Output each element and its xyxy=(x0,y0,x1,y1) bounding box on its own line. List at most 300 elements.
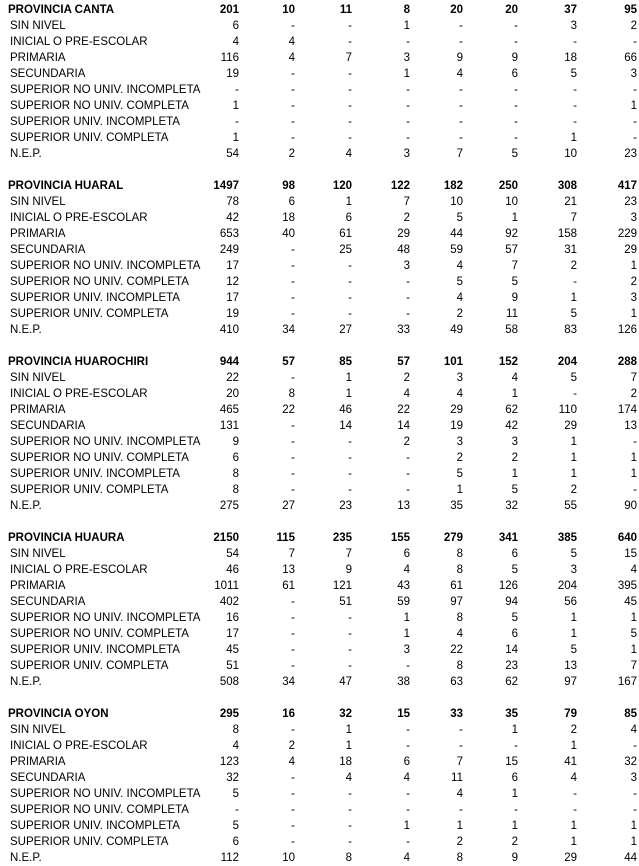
value-cell: 1 xyxy=(345,388,352,400)
value-cell: 44 xyxy=(624,852,637,864)
value-cell: 18 xyxy=(282,212,295,224)
value-cell: - xyxy=(348,36,352,48)
value-cell: - xyxy=(406,724,410,736)
education-level-label: SUPERIOR UNIV. COMPLETA xyxy=(10,308,169,320)
value-cell: - xyxy=(514,116,518,128)
value-cell: 1 xyxy=(630,820,637,832)
value-cell: - xyxy=(348,820,352,832)
education-level-row xyxy=(0,402,637,418)
education-level-row xyxy=(0,450,637,466)
value-cell: 1 xyxy=(511,724,518,736)
education-level-row xyxy=(0,274,637,290)
value-cell: 23 xyxy=(624,196,637,208)
value-cell: - xyxy=(291,84,295,96)
value-cell: - xyxy=(514,36,518,48)
value-cell: - xyxy=(406,308,410,320)
value-cell: 18 xyxy=(564,52,577,64)
value-cell: 4 xyxy=(345,148,352,160)
value-cell: - xyxy=(291,628,295,640)
value-cell: 5 xyxy=(232,820,239,832)
value-cell: 51 xyxy=(339,596,352,608)
education-level-label: SUPERIOR UNIV. INCOMPLETA xyxy=(10,292,180,304)
value-cell: - xyxy=(291,596,295,608)
value-cell: 1 xyxy=(570,820,577,832)
value-cell: 6 xyxy=(511,68,518,80)
value-cell: 34 xyxy=(282,676,295,688)
value-cell: 29 xyxy=(450,404,463,416)
value-cell: - xyxy=(406,836,410,848)
value-cell: - xyxy=(459,132,463,144)
value-cell: 8 xyxy=(456,548,463,560)
education-level-row xyxy=(0,130,637,146)
value-cell: - xyxy=(291,68,295,80)
value-cell: 2 xyxy=(511,452,518,464)
province-header-row xyxy=(0,2,637,18)
education-level-label: SUPERIOR NO UNIV. COMPLETA xyxy=(10,804,189,816)
value-cell: 11 xyxy=(506,308,518,320)
value-cell: 10 xyxy=(282,852,295,864)
value-cell: 3 xyxy=(456,436,463,448)
value-cell: 27 xyxy=(282,500,295,512)
value-cell: 61 xyxy=(282,580,295,592)
value-cell: - xyxy=(573,84,577,96)
value-cell: 29 xyxy=(564,852,577,864)
value-cell: 2 xyxy=(403,436,410,448)
value-cell: - xyxy=(291,292,295,304)
education-level-label: SUPERIOR NO UNIV. INCOMPLETA xyxy=(10,612,201,624)
value-cell: 4 xyxy=(288,36,295,48)
value-cell: 8 xyxy=(288,388,295,400)
value-cell: 5 xyxy=(456,468,463,480)
value-cell: 1 xyxy=(345,372,352,384)
value-cell: 7 xyxy=(456,148,463,160)
education-level-row xyxy=(0,290,637,306)
value-cell: 7 xyxy=(456,756,463,768)
education-level-row xyxy=(0,114,637,130)
value-cell: - xyxy=(406,804,410,816)
education-level-label: PRIMARIA xyxy=(10,228,66,240)
value-cell: - xyxy=(291,20,295,32)
province-total-cell: 32 xyxy=(339,708,352,720)
education-level-row xyxy=(0,562,637,578)
value-cell: 22 xyxy=(397,404,410,416)
value-cell: 1 xyxy=(456,484,463,496)
value-cell: - xyxy=(291,468,295,480)
education-level-row xyxy=(0,82,637,98)
value-cell: 29 xyxy=(564,420,577,432)
value-cell: - xyxy=(573,100,577,112)
education-level-row xyxy=(0,594,637,610)
value-cell: 1 xyxy=(630,468,637,480)
education-level-label: SIN NIVEL xyxy=(10,20,66,32)
value-cell: 21 xyxy=(564,196,577,208)
value-cell: 9 xyxy=(511,52,518,64)
value-cell: 4 xyxy=(345,772,352,784)
province-total-cell: 288 xyxy=(617,356,637,368)
education-level-label: SUPERIOR NO UNIV. INCOMPLETA xyxy=(10,84,201,96)
value-cell: - xyxy=(514,84,518,96)
value-cell: 97 xyxy=(450,596,463,608)
value-cell: - xyxy=(406,100,410,112)
value-cell: 32 xyxy=(226,772,239,784)
value-cell: 5 xyxy=(511,148,518,160)
value-cell: 4 xyxy=(570,772,577,784)
education-level-row xyxy=(0,738,637,754)
value-cell: 23 xyxy=(624,148,637,160)
province-total-cell: 101 xyxy=(443,356,463,368)
value-cell: 5 xyxy=(511,612,518,624)
education-level-row xyxy=(0,466,637,482)
value-cell: - xyxy=(573,788,577,800)
province-total-cell: 20 xyxy=(505,4,518,16)
value-cell: 20 xyxy=(226,388,239,400)
value-cell: 1 xyxy=(570,452,577,464)
value-cell: 4 xyxy=(403,388,410,400)
value-cell: 116 xyxy=(220,52,239,64)
value-cell: 1 xyxy=(630,308,637,320)
education-level-row xyxy=(0,322,637,338)
value-cell: - xyxy=(406,468,410,480)
province-total-cell: 341 xyxy=(498,532,518,544)
value-cell: 12 xyxy=(226,276,239,288)
value-cell: 2 xyxy=(456,836,463,848)
province-total-cell: 308 xyxy=(557,180,577,192)
value-cell: 62 xyxy=(505,404,518,416)
province-total-cell: 10 xyxy=(282,4,295,16)
province-header-row xyxy=(0,706,637,722)
value-cell: 17 xyxy=(226,628,239,640)
education-level-row xyxy=(0,146,637,162)
value-cell: - xyxy=(459,100,463,112)
education-level-row xyxy=(0,434,637,450)
value-cell: 6 xyxy=(403,548,410,560)
value-cell: - xyxy=(291,484,295,496)
value-cell: 78 xyxy=(226,196,239,208)
education-level-row xyxy=(0,66,637,82)
value-cell: 3 xyxy=(570,564,577,576)
value-cell: 167 xyxy=(617,676,637,688)
province-total-cell: 16 xyxy=(282,708,295,720)
value-cell: 5 xyxy=(570,308,577,320)
value-cell: 1 xyxy=(232,100,239,112)
value-cell: 3 xyxy=(456,372,463,384)
province-total-cell: 204 xyxy=(557,356,577,368)
value-cell: - xyxy=(348,628,352,640)
value-cell: 7 xyxy=(345,52,352,64)
value-cell: 1 xyxy=(630,836,637,848)
education-level-label: PRIMARIA xyxy=(10,580,66,592)
education-level-row xyxy=(0,386,637,402)
value-cell: 121 xyxy=(332,580,352,592)
education-level-row xyxy=(0,610,637,626)
value-cell: 2 xyxy=(630,276,637,288)
value-cell: - xyxy=(348,612,352,624)
education-level-label: SUPERIOR NO UNIV. COMPLETA xyxy=(10,276,189,288)
province-table xyxy=(0,530,637,690)
value-cell: 1 xyxy=(511,388,518,400)
value-cell: - xyxy=(348,452,352,464)
value-cell: 4 xyxy=(456,68,463,80)
value-cell: - xyxy=(291,660,295,672)
value-cell: - xyxy=(348,804,352,816)
value-cell: 1 xyxy=(403,68,410,80)
value-cell: 5 xyxy=(570,372,577,384)
province-total-cell: 2150 xyxy=(213,532,239,544)
value-cell: - xyxy=(291,820,295,832)
value-cell: 2 xyxy=(630,20,637,32)
value-cell: 66 xyxy=(624,52,637,64)
education-level-label: PRIMARIA xyxy=(10,404,66,416)
province-total-cell: 95 xyxy=(624,4,637,16)
value-cell: 40 xyxy=(282,228,295,240)
value-cell: - xyxy=(406,660,410,672)
value-cell: 38 xyxy=(397,676,410,688)
education-level-label: SUPERIOR UNIV. COMPLETA xyxy=(10,132,169,144)
value-cell: 1 xyxy=(511,468,518,480)
value-cell: 1 xyxy=(630,644,637,656)
value-cell: 1 xyxy=(630,612,637,624)
value-cell: - xyxy=(291,308,295,320)
education-level-label: SUPERIOR UNIV. INCOMPLETA xyxy=(10,116,180,128)
value-cell: 8 xyxy=(456,564,463,576)
value-cell: - xyxy=(348,836,352,848)
value-cell: 83 xyxy=(564,324,577,336)
value-cell: 5 xyxy=(570,548,577,560)
education-level-row xyxy=(0,18,637,34)
value-cell: 2 xyxy=(403,212,410,224)
province-table xyxy=(0,354,637,514)
value-cell: - xyxy=(348,436,352,448)
province-total-cell: 57 xyxy=(282,356,295,368)
education-level-row xyxy=(0,626,637,642)
value-cell: 112 xyxy=(220,852,239,864)
value-cell: 9 xyxy=(511,292,518,304)
value-cell: - xyxy=(633,36,637,48)
value-cell: 1 xyxy=(570,836,577,848)
value-cell: 47 xyxy=(339,676,352,688)
education-level-row xyxy=(0,498,637,514)
value-cell: 42 xyxy=(505,420,518,432)
value-cell: 17 xyxy=(226,260,239,272)
value-cell: 6 xyxy=(288,196,295,208)
value-cell: - xyxy=(406,452,410,464)
value-cell: - xyxy=(348,68,352,80)
value-cell: 3 xyxy=(403,260,410,272)
education-level-label: SUPERIOR NO UNIV. INCOMPLETA xyxy=(10,788,201,800)
value-cell: 54 xyxy=(226,148,239,160)
value-cell: 1 xyxy=(403,820,410,832)
value-cell: 8 xyxy=(232,484,239,496)
value-cell: 5 xyxy=(511,564,518,576)
province-total-cell: 8 xyxy=(403,4,410,16)
education-level-label: SECUNDARIA xyxy=(10,596,86,608)
value-cell: 6 xyxy=(232,836,239,848)
education-level-label: SECUNDARIA xyxy=(10,772,86,784)
value-cell: - xyxy=(348,660,352,672)
province-total-cell: 279 xyxy=(443,532,463,544)
province-total-cell: 98 xyxy=(282,180,295,192)
value-cell: 2 xyxy=(570,484,577,496)
education-level-label: N.E.P. xyxy=(10,676,42,688)
value-cell: - xyxy=(459,724,463,736)
value-cell: 6 xyxy=(511,772,518,784)
value-cell: 4 xyxy=(288,52,295,64)
value-cell: 2 xyxy=(456,308,463,320)
value-cell: 1 xyxy=(345,724,352,736)
province-total-cell: 35 xyxy=(505,708,518,720)
value-cell: 32 xyxy=(624,756,637,768)
value-cell: - xyxy=(459,84,463,96)
value-cell: 61 xyxy=(339,228,352,240)
value-cell: - xyxy=(633,116,637,128)
province-total-cell: 1497 xyxy=(213,180,239,192)
value-cell: 3 xyxy=(630,212,637,224)
value-cell: 46 xyxy=(226,564,239,576)
value-cell: 15 xyxy=(624,548,637,560)
value-cell: 3 xyxy=(570,20,577,32)
value-cell: 174 xyxy=(617,404,637,416)
value-cell: - xyxy=(406,740,410,752)
province-name: PROVINCIA HUAURA xyxy=(8,532,125,544)
value-cell: 62 xyxy=(505,676,518,688)
education-level-row xyxy=(0,850,637,866)
value-cell: 10 xyxy=(505,196,518,208)
province-total-cell: 57 xyxy=(397,356,410,368)
value-cell: 15 xyxy=(505,756,518,768)
province-total-cell: 79 xyxy=(564,708,577,720)
value-cell: 5 xyxy=(570,644,577,656)
value-cell: 8 xyxy=(456,660,463,672)
value-cell: - xyxy=(291,276,295,288)
value-cell: 4 xyxy=(288,756,295,768)
value-cell: - xyxy=(291,244,295,256)
value-cell: 5 xyxy=(511,276,518,288)
value-cell: 4 xyxy=(456,788,463,800)
value-cell: 94 xyxy=(505,596,518,608)
value-cell: 16 xyxy=(226,612,239,624)
value-cell: 4 xyxy=(403,772,410,784)
value-cell: 31 xyxy=(564,244,577,256)
value-cell: - xyxy=(633,740,637,752)
value-cell: - xyxy=(573,116,577,128)
value-cell: 126 xyxy=(617,324,637,336)
value-cell: 33 xyxy=(397,324,410,336)
province-total-cell: 37 xyxy=(564,4,577,16)
province-name: PROVINCIA HUARAL xyxy=(8,180,124,192)
value-cell: 1 xyxy=(570,612,577,624)
value-cell: 48 xyxy=(397,244,410,256)
value-cell: - xyxy=(459,804,463,816)
value-cell: - xyxy=(235,804,239,816)
value-cell: - xyxy=(406,36,410,48)
education-level-label: SECUNDARIA xyxy=(10,420,86,432)
value-cell: - xyxy=(291,644,295,656)
value-cell: 4 xyxy=(511,372,518,384)
value-cell: 1 xyxy=(403,628,410,640)
value-cell: 3 xyxy=(630,292,637,304)
value-cell: - xyxy=(348,468,352,480)
value-cell: - xyxy=(348,276,352,288)
education-level-label: N.E.P. xyxy=(10,852,42,864)
value-cell: - xyxy=(406,116,410,128)
value-cell: 22 xyxy=(282,404,295,416)
province-total-cell: 20 xyxy=(450,4,463,16)
education-level-label: SUPERIOR UNIV. COMPLETA xyxy=(10,660,169,672)
value-cell: 3 xyxy=(630,772,637,784)
education-level-label: INICIAL O PRE-ESCOLAR xyxy=(10,388,148,400)
value-cell: - xyxy=(348,292,352,304)
value-cell: 158 xyxy=(557,228,577,240)
value-cell: 1 xyxy=(345,196,352,208)
value-cell: - xyxy=(459,740,463,752)
value-cell: - xyxy=(348,308,352,320)
value-cell: - xyxy=(573,388,577,400)
value-cell: 2 xyxy=(288,148,295,160)
value-cell: 44 xyxy=(450,228,463,240)
education-level-label: SUPERIOR NO UNIV. COMPLETA xyxy=(10,628,189,640)
value-cell: 1 xyxy=(570,628,577,640)
value-cell: 14 xyxy=(505,644,518,656)
value-cell: - xyxy=(235,84,239,96)
province-total-cell: 640 xyxy=(617,532,637,544)
education-level-row xyxy=(0,642,637,658)
education-level-label: INICIAL O PRE-ESCOLAR xyxy=(10,564,148,576)
value-cell: 17 xyxy=(226,292,239,304)
value-cell: 3 xyxy=(403,52,410,64)
education-level-row xyxy=(0,258,637,274)
province-total-cell: 417 xyxy=(617,180,637,192)
province-total-cell: 250 xyxy=(498,180,518,192)
value-cell: - xyxy=(514,100,518,112)
value-cell: - xyxy=(291,100,295,112)
value-cell: 29 xyxy=(624,244,637,256)
education-level-label: SIN NIVEL xyxy=(10,196,66,208)
province-table xyxy=(0,706,637,866)
value-cell: 63 xyxy=(450,676,463,688)
value-cell: 275 xyxy=(219,500,239,512)
value-cell: 55 xyxy=(564,500,577,512)
value-cell: 1 xyxy=(511,788,518,800)
value-cell: 126 xyxy=(498,580,518,592)
value-cell: - xyxy=(348,84,352,96)
value-cell: 1 xyxy=(630,452,637,464)
value-cell: 59 xyxy=(450,244,463,256)
province-total-cell: 944 xyxy=(219,356,239,368)
value-cell: 6 xyxy=(232,20,239,32)
education-level-row xyxy=(0,754,637,770)
value-cell: - xyxy=(348,100,352,112)
value-cell: 204 xyxy=(557,580,577,592)
education-level-row xyxy=(0,242,637,258)
value-cell: 8 xyxy=(232,724,239,736)
value-cell: - xyxy=(459,20,463,32)
value-cell: 10 xyxy=(564,148,577,160)
value-cell: - xyxy=(291,260,295,272)
value-cell: 7 xyxy=(630,660,637,672)
value-cell: 29 xyxy=(397,228,410,240)
value-cell: 23 xyxy=(339,500,352,512)
province-total-cell: 120 xyxy=(332,180,352,192)
education-level-row xyxy=(0,50,637,66)
value-cell: - xyxy=(348,20,352,32)
value-cell: 5 xyxy=(232,788,239,800)
education-level-row xyxy=(0,786,637,802)
education-level-label: SUPERIOR NO UNIV. INCOMPLETA xyxy=(10,436,201,448)
value-cell: 5 xyxy=(570,68,577,80)
value-cell: 45 xyxy=(226,644,239,656)
value-cell: 22 xyxy=(226,372,239,384)
value-cell: - xyxy=(348,484,352,496)
